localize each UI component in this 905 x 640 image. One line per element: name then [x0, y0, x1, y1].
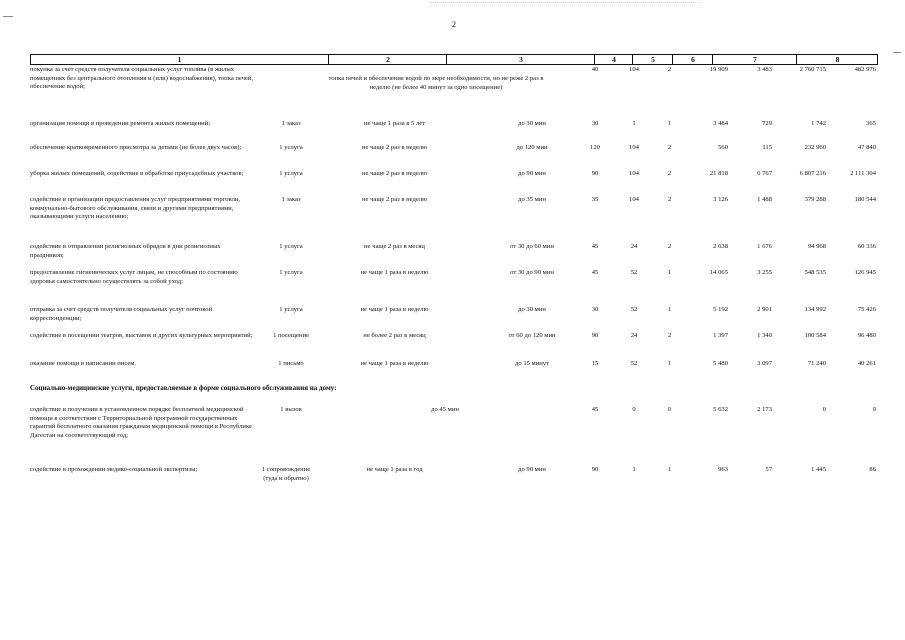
- col7b-cell: 3 255: [757, 269, 772, 276]
- unit-cell: 1 услуга: [279, 269, 303, 276]
- col5-cell: 24: [630, 332, 638, 339]
- service-cell: покупка за счет средств получателя социальных услуг топлива (в жилых помещениях без центрального отопления и (или) водоснабжения), топка печей, обеспечение водой;: [30, 66, 254, 91]
- col4-cell: 30: [591, 120, 599, 127]
- col6-cell: 1: [667, 269, 672, 276]
- col8a-cell: 6 807 216: [799, 170, 826, 177]
- scan-mark: [3, 16, 13, 17]
- unit-cell: 1 вызов: [280, 406, 302, 413]
- header-col-6: 6: [672, 55, 713, 64]
- page-number: 2: [452, 20, 456, 29]
- header-col-7: 7: [712, 55, 797, 64]
- unit-cell: 1 услуга: [279, 170, 303, 177]
- col8b-cell: 86: [869, 466, 876, 473]
- col5-cell: 52: [630, 269, 638, 276]
- col8a-cell: 2 760 715: [799, 66, 826, 73]
- col5-cell: 1: [632, 466, 636, 473]
- col8a-cell: 548 535: [804, 269, 826, 276]
- col7b-cell: 3 097: [757, 360, 772, 367]
- col5-cell: 24: [630, 243, 638, 250]
- time-cell: до 120 мин: [516, 144, 548, 151]
- col8a-cell: 134 992: [804, 306, 826, 313]
- col6-cell: 2: [667, 243, 672, 250]
- col8b-cell: 365: [866, 120, 876, 127]
- unit-cell: 1 услуга: [279, 243, 303, 250]
- col8a-cell: 71 240: [807, 360, 826, 367]
- col8b-cell: 482 976: [854, 66, 876, 73]
- header-col-4: 4: [594, 55, 633, 64]
- col7a-cell: 14 065: [709, 269, 728, 276]
- unit-cell: 1 услуга: [279, 144, 303, 151]
- service-cell: предоставление гигиенических услуг лицам, не способным по состоянию здоровья самостоятельно осуществлять за собой уход;: [30, 269, 238, 285]
- frequency-cell: не чаще 1 раза в 5 лет: [363, 120, 426, 127]
- col6-cell: 1: [667, 306, 672, 313]
- col8b-cell: 96 480: [857, 332, 876, 339]
- service-cell: содействие в организации предоставления услуг предприятиями торговли, коммунально-бытового обслуживания, связи и другими предприятиями, оказывающими услуги населению;: [30, 196, 241, 221]
- frequency-cell: не чаще 2 раз в неделю: [361, 196, 428, 203]
- col8a-cell: 379 288: [804, 196, 826, 203]
- unit-cell: 1 письмо: [278, 360, 304, 367]
- col7b-cell: 115: [762, 144, 772, 151]
- col5-cell: 104: [629, 66, 639, 73]
- col7b-cell: 57: [765, 466, 772, 473]
- col8b-cell: 2 111 304: [850, 170, 876, 177]
- col8a-cell: 100 584: [804, 332, 826, 339]
- col4-cell: 90: [591, 332, 599, 339]
- time-cell: от 30 до 90 мин: [510, 269, 554, 276]
- col6-cell: 0: [667, 406, 672, 413]
- col7b-cell: 3 483: [757, 66, 772, 73]
- col8b-cell: 126 945: [854, 269, 876, 276]
- col4-cell: 45: [591, 406, 599, 413]
- col4-cell: 35: [591, 196, 599, 203]
- col7a-cell: 1 397: [713, 332, 728, 339]
- col8b-cell: 0: [872, 406, 876, 413]
- col4-cell: 30: [591, 306, 599, 313]
- time-cell: до 90 мин: [518, 466, 546, 473]
- col6-cell: 1: [667, 360, 672, 367]
- frequency-cell: не чаще 1 раза в неделю: [360, 360, 429, 367]
- time-cell: до 30 мин: [518, 120, 546, 127]
- service-cell: обеспечение кратковременного присмотра за детьми (не более двух часов);: [30, 144, 242, 151]
- scan-mark: [893, 52, 901, 53]
- col7a-cell: 3 484: [713, 120, 728, 127]
- frequency-cell: не чаще 2 раз в неделю: [361, 144, 428, 151]
- col7b-cell: 1 676: [757, 243, 772, 250]
- time-cell: от 60 до 120 мин: [508, 332, 556, 339]
- frequency-cell: не чаще 1 раза в неделю: [360, 269, 429, 276]
- service-cell: отправка за счет средств получателя социальных услуг почтовой корреспонденции;: [30, 306, 213, 322]
- col7a-cell: 19 909: [709, 66, 728, 73]
- service-cell: уборка жилых помещений, содействие в обработке приусадебных участков;: [30, 170, 244, 177]
- section-title: Социально-медицинские услуги, предоставляемые в форме социального обслуживания на дому:: [30, 384, 337, 392]
- col5-cell: 52: [630, 306, 638, 313]
- col7b-cell: 729: [762, 120, 772, 127]
- frequency-cell: не чаще 1 раза в неделю: [360, 306, 429, 313]
- time-cell: до 30 мин: [518, 306, 546, 313]
- unit-cell: 1 услуга: [279, 306, 303, 313]
- service-cell: организация помощи в проведении ремонта жилых помещений;: [30, 120, 211, 127]
- col4-cell: 90: [591, 170, 599, 177]
- col5-cell: 1: [632, 120, 636, 127]
- col8b-cell: 40 261: [857, 360, 876, 367]
- frequency-cell: не чаще 2 раз в месяц: [364, 243, 425, 250]
- frequency-cell: до 45 мин: [431, 406, 459, 413]
- col8a-cell: 94 968: [807, 243, 826, 250]
- header-col-5: 5: [632, 55, 673, 64]
- time-cell: от 30 до 60 мин: [510, 243, 554, 250]
- col8b-cell: 180 544: [854, 196, 876, 203]
- col4-cell: 45: [591, 243, 599, 250]
- col7a-cell: 2 638: [713, 243, 728, 250]
- col8a-cell: 1 742: [811, 120, 826, 127]
- frequency-cell: не чаще 1 раза в год: [366, 466, 423, 473]
- col7a-cell: 5 632: [713, 406, 728, 413]
- col8b-cell: 47 840: [857, 144, 876, 151]
- col4-cell: 15: [591, 360, 599, 367]
- col7a-cell: 3 126: [713, 196, 728, 203]
- unit-cell: 1 посещение: [273, 332, 309, 339]
- table-header: [30, 54, 878, 65]
- col8b-cell: 75 426: [857, 306, 876, 313]
- col4-cell: 45: [591, 269, 599, 276]
- col7a-cell: 5 480: [713, 360, 728, 367]
- time-cell: до 35 мин: [518, 196, 546, 203]
- scan-artifact: [430, 2, 700, 9]
- col4-cell: 120: [590, 144, 600, 151]
- col7b-cell: 2 901: [757, 306, 772, 313]
- col6-cell: 2: [667, 66, 672, 73]
- header-col-2: 2: [328, 55, 447, 64]
- header-col-3: 3: [446, 55, 595, 64]
- col6-cell: 2: [667, 332, 672, 339]
- col7a-cell: 21 818: [709, 170, 728, 177]
- col5-cell: 104: [629, 170, 639, 177]
- unit-cell: 1 заказ: [281, 196, 301, 203]
- col4-cell: 40: [591, 66, 599, 73]
- col8b-cell: 60 336: [857, 243, 876, 250]
- col7a-cell: 5 192: [713, 306, 728, 313]
- time-cell: до 15 минут: [515, 360, 549, 367]
- col6-cell: 2: [667, 196, 672, 203]
- time-cell: до 90 мин: [518, 170, 546, 177]
- col5-cell: 52: [630, 360, 638, 367]
- col7a-cell: 963: [718, 466, 728, 473]
- col8a-cell: 1 445: [811, 466, 826, 473]
- unit-cell: 1 сопровождение (туда и обратно): [261, 466, 311, 482]
- frequency-cell: не более 2 раз в месяц: [363, 332, 426, 339]
- col5-cell: 104: [629, 144, 639, 151]
- service-cell: содействие в отправлении религиозных обрядов в дни религиозных праздников;: [30, 243, 221, 259]
- col6-cell: 2: [667, 170, 672, 177]
- col4-cell: 90: [591, 466, 599, 473]
- frequency-cell: топка печей и обеспечение водой по мере необходимости, но не реже 2 раз в неделю (не более 40 минут за одно посещение): [328, 75, 544, 91]
- col7b-cell: 6 767: [757, 170, 772, 177]
- col7b-cell: 1 488: [757, 196, 772, 203]
- header-col-8: 8: [796, 55, 878, 64]
- col7b-cell: 1 340: [757, 332, 772, 339]
- unit-cell: 1 заказ: [281, 120, 301, 127]
- service-cell: содействие в прохождении медико-социальной экспертизы;: [30, 466, 198, 473]
- col7b-cell: 2 173: [757, 406, 772, 413]
- col8a-cell: 232 960: [804, 144, 826, 151]
- service-cell: содействие в получении в установленном порядке бесплатной медицинской помощи в соответствии с Территориальной программой государственных гарантий бесплатного оказания гражданам медицинской помощи в Республике Дагестан на соответствующий год;: [30, 406, 252, 439]
- col7a-cell: 560: [718, 144, 728, 151]
- frequency-cell: не чаще 2 раз в неделю: [361, 170, 428, 177]
- col5-cell: 104: [629, 196, 639, 203]
- col6-cell: 1: [667, 466, 672, 473]
- col6-cell: 1: [667, 120, 672, 127]
- header-col-1: 1: [177, 55, 182, 64]
- service-cell: содействие в посещении театров, выставок и других культурных мероприятий;: [30, 332, 253, 339]
- col8a-cell: 0: [822, 406, 826, 413]
- col5-cell: 0: [632, 406, 636, 413]
- col6-cell: 2: [667, 144, 672, 151]
- service-cell: оказание помощи в написании писем.: [30, 360, 137, 367]
